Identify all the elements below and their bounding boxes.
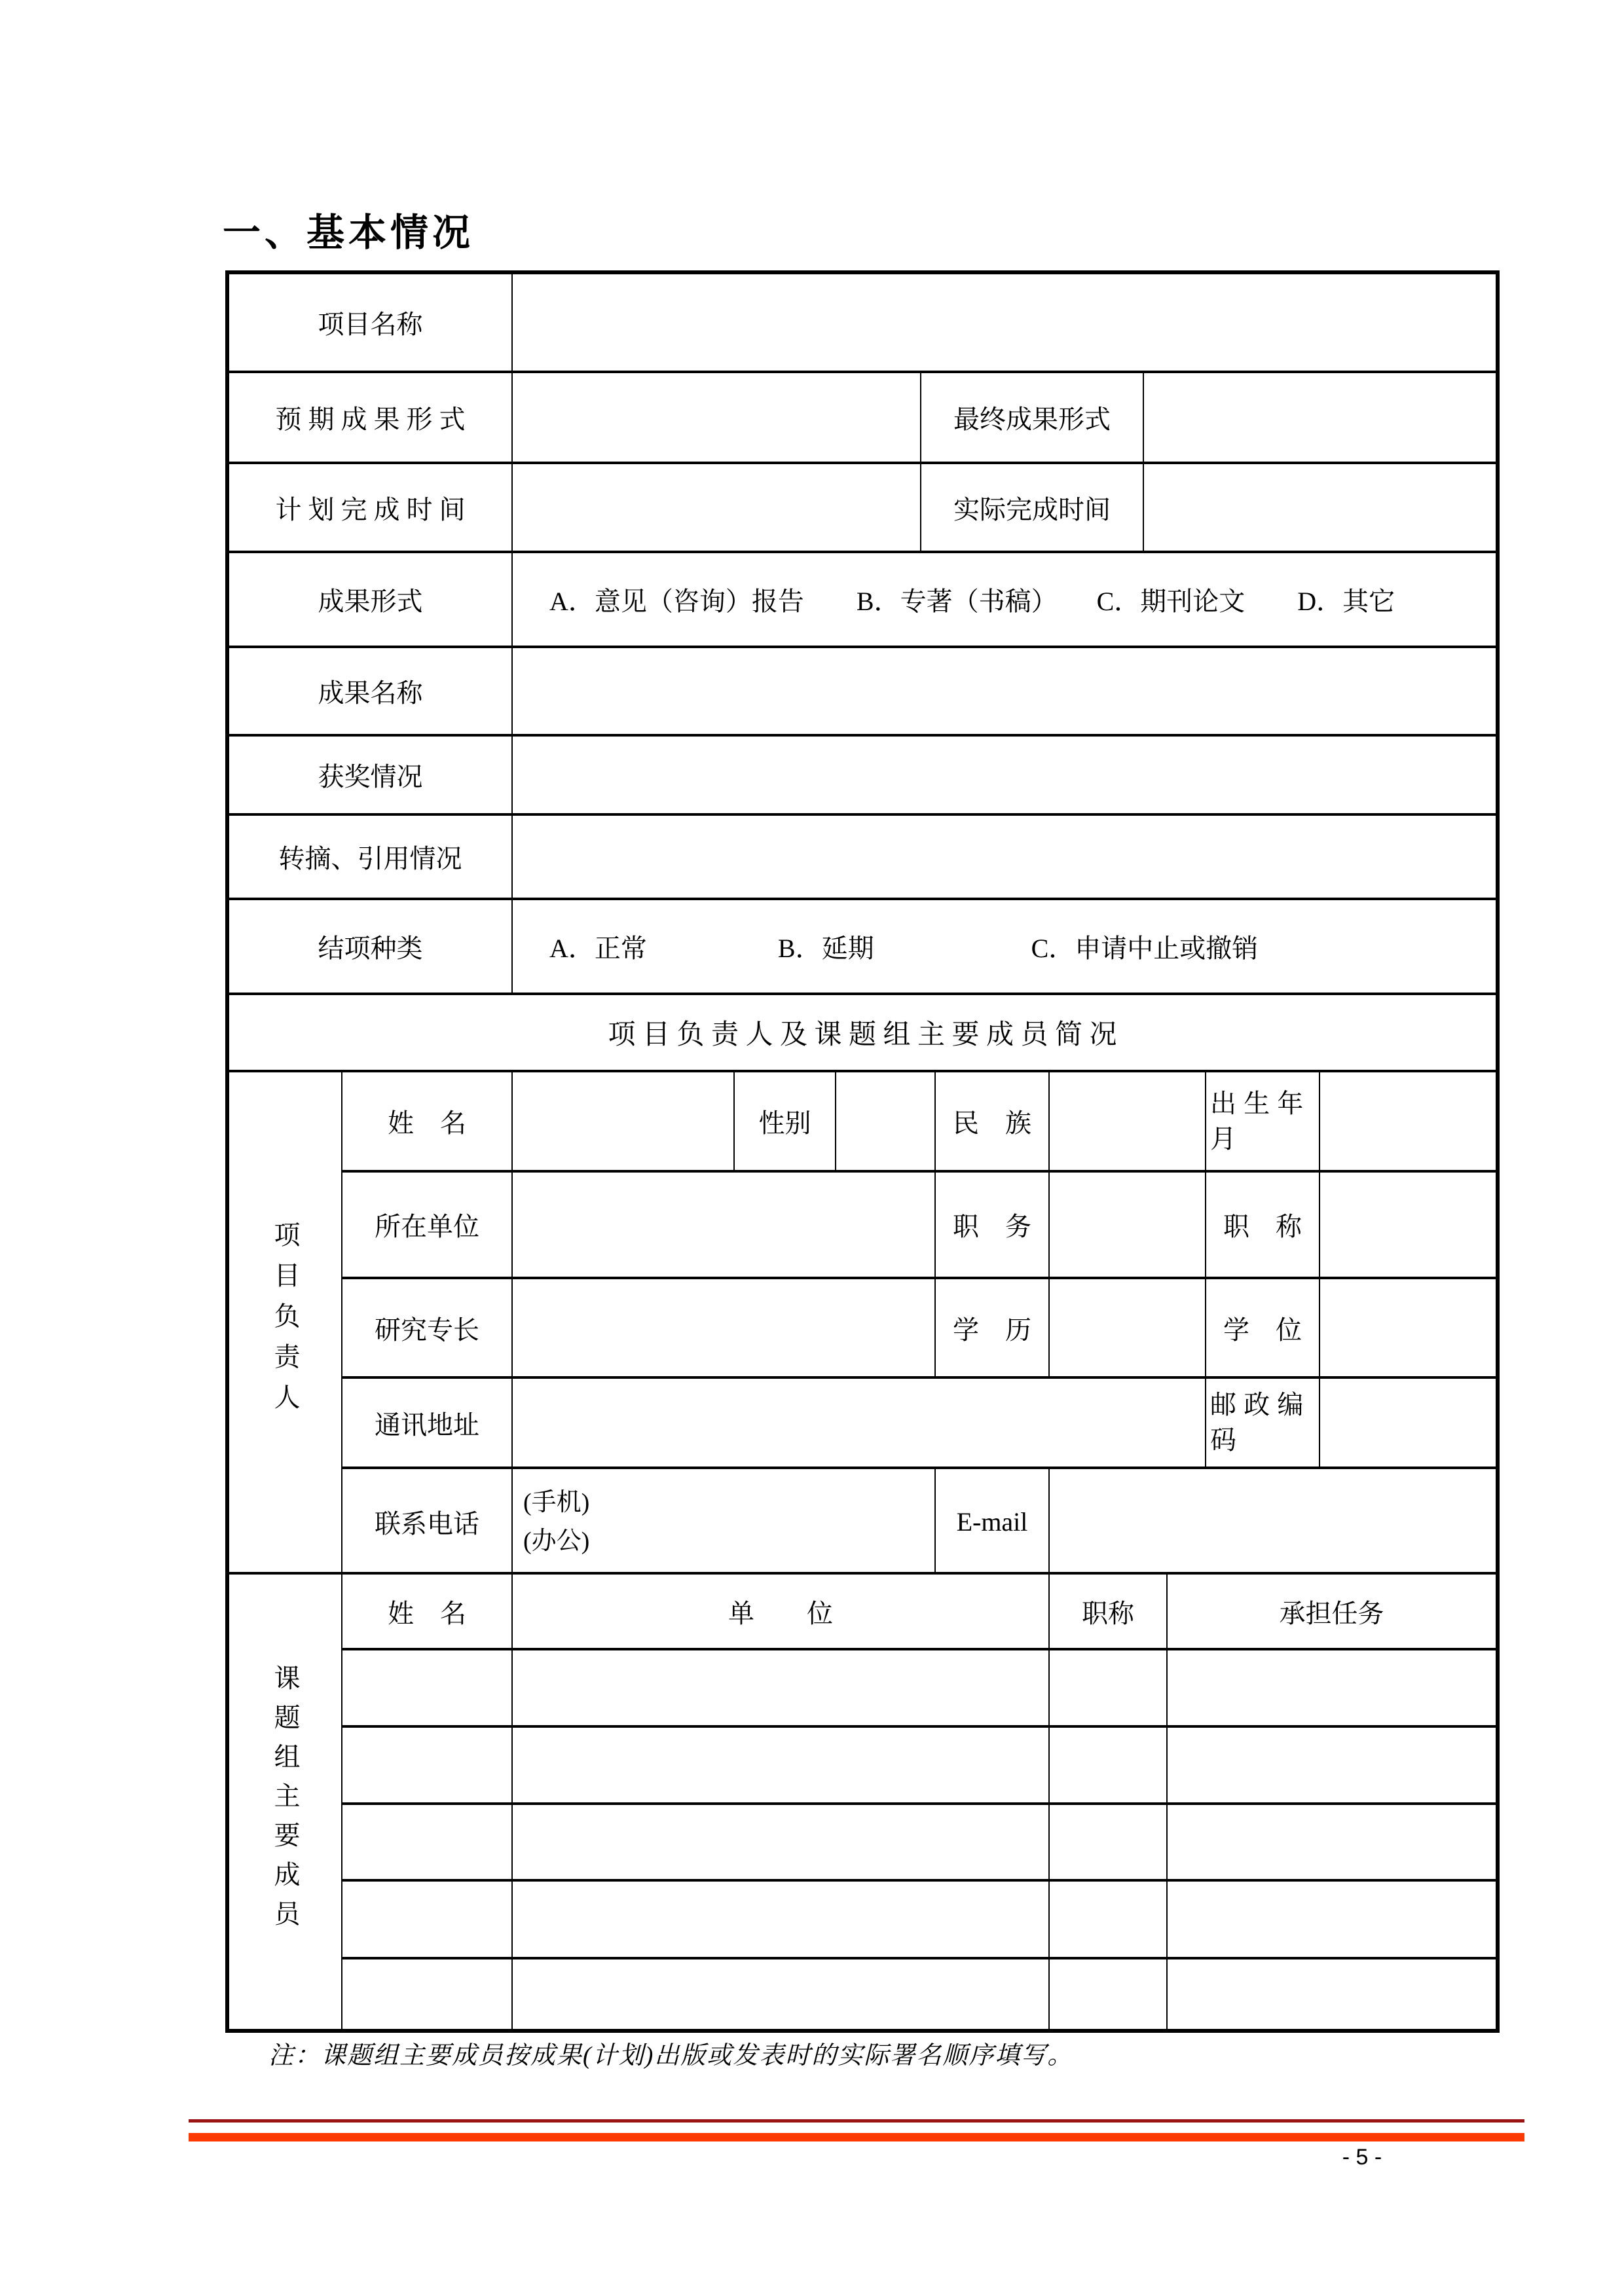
table-row: [341, 1376, 1496, 1467]
member-unit-field: [511, 1728, 1048, 1802]
position-field: [1048, 1173, 1205, 1277]
table-row: [229, 646, 1496, 734]
degree-field: [1319, 1279, 1496, 1376]
unit-label: 所在单位: [341, 1173, 511, 1277]
result-form-options: A．意见（咨询）报告 B．专著（书稿） C．期刊论文 D．其它: [511, 553, 1496, 646]
specialty-label: 研究专长: [341, 1279, 511, 1376]
phone-field: [511, 1469, 934, 1575]
member-task-field: [1166, 1728, 1496, 1802]
birth-field: [1319, 1072, 1496, 1170]
phone-label: 联系电话: [341, 1469, 511, 1575]
member-name-field: [341, 1882, 511, 1957]
actual-date-field: [1143, 464, 1496, 551]
member-row: [341, 1802, 1496, 1879]
leader-subtable: [341, 1072, 1496, 1572]
member-title-field: [1048, 1959, 1166, 2032]
member-task-field: [1166, 1959, 1496, 2032]
unit-field: [511, 1173, 934, 1277]
address-label: 通讯地址: [341, 1379, 511, 1467]
table-row: [229, 462, 1496, 551]
position-label: 职 务: [934, 1173, 1048, 1277]
awards-label: 获奖情况: [318, 762, 423, 792]
member-unit-field: [511, 1805, 1048, 1879]
name-label: 姓 名: [341, 1072, 511, 1170]
member-name-field: [341, 1650, 511, 1725]
ethnic-label: 民 族: [934, 1072, 1048, 1170]
member-task-field: [1166, 1882, 1496, 1957]
gender-field: [835, 1072, 934, 1170]
members-section-header: 项 目 负 责 人 及 课 题 组 主 要 成 员 简 况: [608, 1020, 1117, 1050]
table-row: [229, 734, 1496, 813]
member-row: [341, 1725, 1496, 1802]
postcode-label: 邮政编码: [1205, 1379, 1319, 1467]
member-task-header: 承担任务: [1166, 1575, 1496, 1648]
address-field: [511, 1379, 1205, 1467]
footer-rule-dark-red: [189, 2119, 1524, 2123]
birth-label: 出生年月: [1205, 1072, 1319, 1170]
members-header-row: [341, 1575, 1496, 1648]
phone-mobile-label: (手机): [523, 1488, 590, 1516]
degree-label: 学 位: [1205, 1279, 1319, 1376]
citations-field: [511, 816, 1496, 898]
page-title: 一、基本情况: [223, 211, 475, 254]
member-name-header: 姓 名: [341, 1575, 511, 1648]
expected-result-field: [511, 373, 920, 462]
table-row: [229, 898, 1496, 993]
member-row: [341, 1957, 1496, 2032]
final-result-field: [1143, 373, 1496, 462]
citations-label: 转摘、引用情况: [278, 844, 462, 873]
planned-date-label: 计 划 完 成 时 间: [275, 494, 466, 524]
member-title-field: [1048, 1882, 1166, 1957]
leader-vertical-label: 项目负责人: [270, 1220, 300, 1424]
member-unit-field: [511, 1882, 1048, 1957]
education-field: [1048, 1279, 1205, 1376]
member-title-field: [1048, 1650, 1166, 1725]
member-row: [341, 1879, 1496, 1957]
result-form-label: 成果形式: [318, 587, 423, 616]
education-label: 学 历: [934, 1279, 1048, 1376]
gender-label: 性别: [733, 1072, 835, 1170]
leader-vertical-label-cell: [229, 1072, 341, 1572]
specialty-field: [511, 1279, 934, 1376]
members-vertical-label: 课题组主要成员: [270, 1664, 300, 1939]
table-row: [229, 371, 1496, 462]
members-subtable: [341, 1575, 1496, 2029]
members-section: [229, 1572, 1496, 2029]
member-task-field: [1166, 1650, 1496, 1725]
member-unit-field: [511, 1959, 1048, 2032]
expected-result-label: 预 期 成 果 形 式: [275, 405, 466, 434]
footer-rule-orange-red: [189, 2133, 1524, 2141]
member-unit-field: [511, 1650, 1048, 1725]
result-name-label: 成果名称: [318, 678, 423, 708]
member-task-field: [1166, 1805, 1496, 1879]
email-field: [1048, 1469, 1496, 1575]
name-field: [511, 1072, 733, 1170]
table-row: [229, 813, 1496, 898]
phone-office-label: (办公): [523, 1527, 590, 1555]
title-field: [1319, 1173, 1496, 1277]
leader-section: [229, 1070, 1496, 1572]
project-name-label: 项目名称: [318, 310, 423, 339]
member-title-header: 职称: [1048, 1575, 1166, 1648]
page-number: - 5 -: [1342, 2145, 1382, 2170]
completion-type-label: 结项种类: [318, 934, 423, 963]
basic-info-table: [225, 270, 1500, 2033]
table-row: [229, 274, 1496, 371]
awards-field: [511, 737, 1496, 813]
member-title-field: [1048, 1728, 1166, 1802]
footnote: 注：课题组主要成员按成果(计划)出版或发表时的实际署名顺序填写。: [268, 2042, 1074, 2069]
member-row: [341, 1648, 1496, 1725]
member-name-field: [341, 1805, 511, 1879]
planned-date-field: [511, 464, 920, 551]
member-name-field: [341, 1959, 511, 2032]
title-label: 职 称: [1205, 1173, 1319, 1277]
member-title-field: [1048, 1805, 1166, 1879]
postcode-field: [1319, 1379, 1496, 1467]
project-name-field: [511, 274, 1496, 371]
table-row: [229, 993, 1496, 1070]
table-row: [341, 1277, 1496, 1376]
member-unit-header: 单 位: [511, 1575, 1048, 1648]
completion-type-options: A．正常 B．延期 C．申请中止或撤销: [511, 900, 1496, 993]
table-row: [229, 551, 1496, 646]
table-row: [341, 1467, 1496, 1575]
final-result-label: 最终成果形式: [920, 373, 1143, 462]
members-vertical-label-cell: [229, 1575, 341, 2029]
table-row: [341, 1170, 1496, 1277]
member-name-field: [341, 1728, 511, 1802]
ethnic-field: [1048, 1072, 1205, 1170]
table-row: [341, 1072, 1496, 1170]
email-label: E-mail: [934, 1469, 1048, 1575]
result-name-field: [511, 648, 1496, 734]
actual-date-label: 实际完成时间: [920, 464, 1143, 551]
